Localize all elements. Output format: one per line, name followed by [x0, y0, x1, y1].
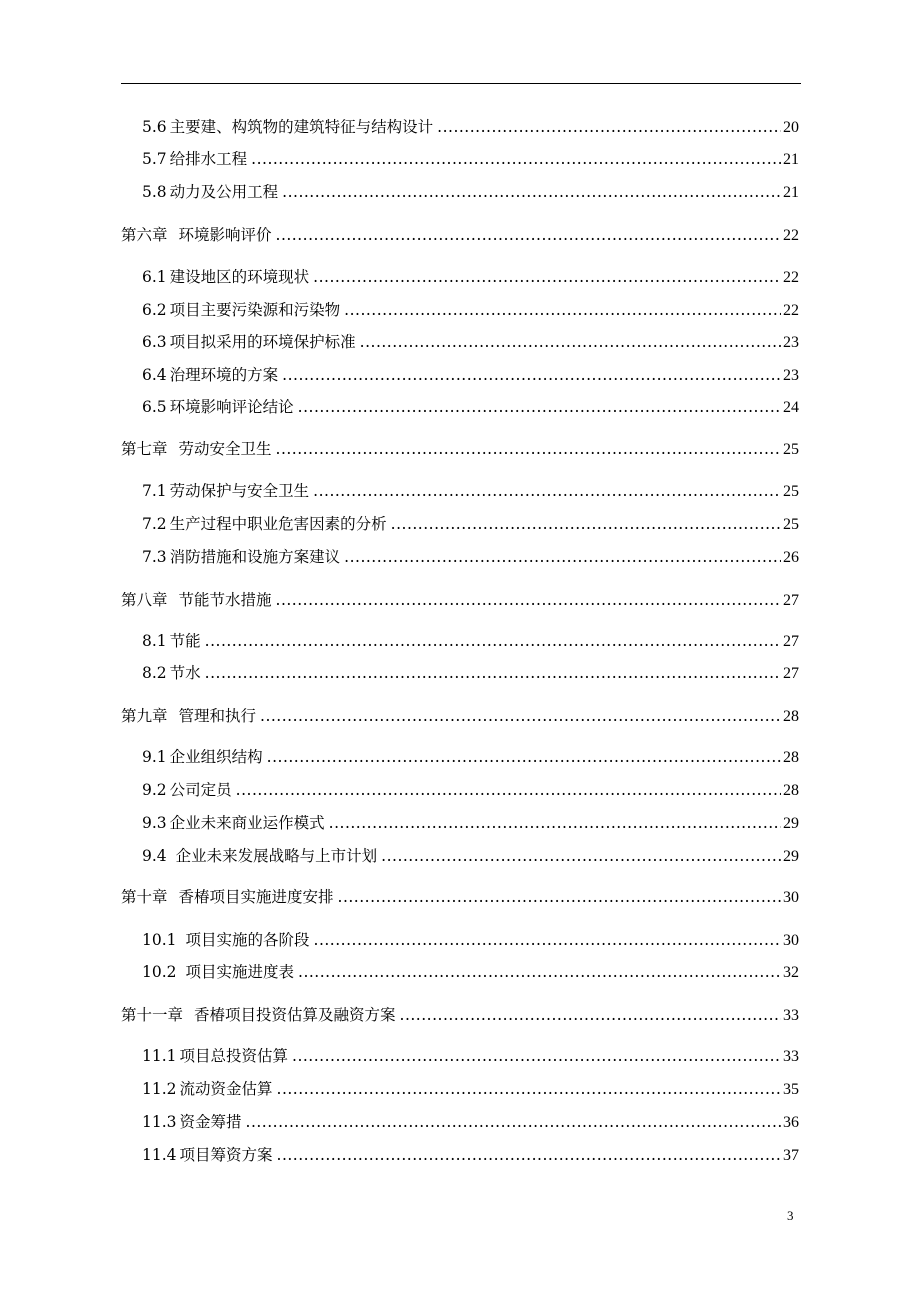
toc-section-entry[interactable]: [142, 929, 799, 951]
toc-dot-leader: [314, 929, 781, 951]
toc-entry-page: 29: [783, 815, 799, 832]
toc-dot-leader: [298, 396, 781, 418]
toc-dot-leader: [329, 812, 781, 834]
toc-section-entry[interactable]: [142, 746, 799, 768]
toc-entry-page: 23: [783, 367, 799, 384]
toc-entry-number: 6.1: [142, 268, 167, 286]
toc-entry-number: 7.3: [142, 548, 167, 566]
toc-entry-number: 7.2: [142, 515, 167, 533]
toc-entry-title: 动力及公用工程: [169, 183, 279, 201]
toc-dot-leader: [276, 589, 781, 611]
toc-entry-title: 项目拟采用的环境保护标准: [169, 333, 356, 351]
toc-entry-number: 7.1: [142, 482, 167, 500]
toc-entry-page: 30: [783, 889, 799, 906]
toc-entry-title: 劳动安全卫生: [178, 440, 272, 458]
toc-section-entry[interactable]: [142, 299, 799, 321]
toc-entry-number: 6.3: [142, 333, 167, 351]
toc-dot-leader: [282, 181, 781, 203]
toc-section-entry[interactable]: [142, 148, 799, 170]
toc-dot-leader: [251, 148, 781, 170]
toc-dot-leader: [437, 116, 781, 138]
toc-section-entry[interactable]: [142, 961, 799, 983]
toc-entry-page: 20: [783, 119, 799, 136]
toc-entry-number: 5.6: [142, 118, 167, 136]
toc-section-entry[interactable]: [142, 630, 799, 652]
toc-entry-number: 8.2: [142, 664, 167, 682]
toc-entry-number: 6.4: [142, 366, 167, 384]
toc-section-entry[interactable]: [142, 181, 799, 203]
toc-entry-page: 22: [783, 302, 799, 319]
toc-entry-title: 香椿项目投资估算及融资方案: [194, 1006, 396, 1024]
toc-dot-leader: [246, 1111, 781, 1133]
toc-entry-page: 21: [783, 184, 799, 201]
toc-entry-page: 32: [783, 964, 799, 981]
toc-section-entry[interactable]: [142, 364, 799, 386]
toc-entry-title: 节能节水措施: [178, 591, 272, 609]
toc-entry-page: 27: [783, 633, 799, 650]
toc-entry-title: 企业组织结构: [169, 748, 263, 766]
toc-entry-number: 8.1: [142, 632, 167, 650]
toc-entry-title: 流动资金估算: [179, 1080, 273, 1098]
toc-entry-number: 9.1: [142, 748, 167, 766]
toc-entry-page: 28: [783, 782, 799, 799]
toc-entry-page: 25: [783, 516, 799, 533]
toc-entry-number: 10.2: [142, 963, 177, 981]
toc-entry-title: 节水: [169, 664, 201, 682]
toc-dot-leader: [391, 513, 781, 535]
toc-dot-leader: [313, 266, 781, 288]
toc-dot-leader: [277, 1078, 781, 1100]
toc-entry-number: 第九章: [121, 707, 168, 725]
toc-section-entry[interactable]: [142, 845, 799, 867]
toc-entry-number: 6.2: [142, 301, 167, 319]
toc-entry-number: 10.1: [142, 931, 177, 949]
toc-entry-title: 治理环境的方案: [169, 366, 279, 384]
toc-section-entry[interactable]: [142, 116, 799, 138]
toc-section-entry[interactable]: [142, 779, 799, 801]
toc-dot-leader: [282, 364, 781, 386]
toc-dot-leader: [400, 1004, 781, 1026]
toc-entry-title: 消防措施和设施方案建议: [169, 548, 341, 566]
toc-entry-page: 24: [783, 399, 799, 416]
toc-entry-page: 29: [783, 848, 799, 865]
toc-entry-title: 生产过程中职业危害因素的分析: [169, 515, 387, 533]
toc-entry-title: 给排水工程: [169, 150, 248, 168]
toc-chapter-entry[interactable]: [121, 589, 799, 611]
toc-dot-leader: [205, 662, 781, 684]
toc-section-entry[interactable]: [142, 331, 799, 353]
toc-dot-leader: [381, 845, 781, 867]
toc-entry-title: 资金筹措: [179, 1113, 242, 1131]
toc-entry-page: 33: [783, 1048, 799, 1065]
toc-entry-number: 第十章: [121, 888, 168, 906]
toc-section-entry[interactable]: [142, 546, 799, 568]
toc-dot-leader: [205, 630, 781, 652]
toc-chapter-entry[interactable]: [121, 886, 799, 908]
toc-entry-number: 第七章: [121, 440, 168, 458]
toc-entry-title: 环境影响评论结论: [169, 398, 294, 416]
toc-entry-number: 9.3: [142, 814, 167, 832]
toc-chapter-entry[interactable]: [121, 438, 799, 460]
toc-section-entry[interactable]: [142, 266, 799, 288]
toc-entry-number: 5.7: [142, 150, 167, 168]
toc-entry-number: 6.5: [142, 398, 167, 416]
toc-chapter-entry[interactable]: [121, 705, 799, 727]
toc-dot-leader: [344, 546, 781, 568]
toc-dot-leader: [260, 705, 781, 727]
toc-entry-page: 23: [783, 334, 799, 351]
toc-entry-page: 21: [783, 151, 799, 168]
toc-entry-page: 37: [783, 1147, 799, 1164]
toc-entry-title: 项目实施的各阶段: [185, 931, 310, 949]
toc-dot-leader: [292, 1045, 781, 1067]
toc-entry-page: 22: [783, 227, 799, 244]
toc-entry-title: 公司定员: [169, 781, 232, 799]
toc-entry-page: 26: [783, 549, 799, 566]
toc-entry-number: 5.8: [142, 183, 167, 201]
toc-entry-page: 28: [783, 749, 799, 766]
toc-section-entry[interactable]: [142, 812, 799, 834]
toc-section-entry[interactable]: [142, 662, 799, 684]
toc-entry-number: 9.2: [142, 781, 167, 799]
toc-entry-number: 11.3: [142, 1113, 177, 1131]
toc-section-entry[interactable]: [142, 1111, 799, 1133]
toc-section-entry[interactable]: [142, 396, 799, 418]
toc-section-entry[interactable]: [142, 513, 799, 535]
toc-section-entry[interactable]: [142, 480, 799, 502]
toc-entry-page: 25: [783, 483, 799, 500]
toc-dot-leader: [360, 331, 781, 353]
toc-entry-page: 25: [783, 441, 799, 458]
toc-entry-number: 11.4: [142, 1146, 177, 1164]
toc-entry-page: 35: [783, 1081, 799, 1098]
toc-entry-number: 11.2: [142, 1080, 177, 1098]
toc-entry-title: 香椿项目实施进度安排: [178, 888, 334, 906]
toc-entry-title: 建设地区的环境现状: [169, 268, 310, 286]
toc-section-entry[interactable]: [142, 1144, 799, 1166]
toc-entry-title: 项目总投资估算: [179, 1047, 289, 1065]
toc-entry-title: 项目筹资方案: [179, 1146, 273, 1164]
toc-entry-title: 主要建、构筑物的建筑特征与结构设计: [169, 118, 434, 136]
toc-entry-title: 节能: [169, 632, 201, 650]
toc-entry-page: 22: [783, 269, 799, 286]
toc-entry-page: 27: [783, 592, 799, 609]
toc-entry-page: 27: [783, 665, 799, 682]
toc-entry-page: 33: [783, 1007, 799, 1024]
toc-entry-number: 9.4: [142, 847, 167, 865]
toc-dot-leader: [236, 779, 781, 801]
toc-entry-title: 劳动保护与安全卫生: [169, 482, 310, 500]
toc-entry-title: 企业未来商业运作模式: [169, 814, 325, 832]
toc-dot-leader: [338, 886, 781, 908]
page-number: 3: [787, 1208, 794, 1223]
toc-chapter-entry[interactable]: [121, 1004, 799, 1026]
toc-entry-number: 第十一章: [121, 1006, 184, 1024]
toc-entry-number: 第八章: [121, 591, 168, 609]
toc-entry-title: 管理和执行: [178, 707, 257, 725]
toc-entry-page: 36: [783, 1114, 799, 1131]
toc-entry-title: 项目实施进度表: [185, 963, 295, 981]
toc-section-entry[interactable]: [142, 1078, 799, 1100]
toc-entry-title: 企业未来发展战略与上市计划: [175, 847, 378, 865]
toc-entry-title: 环境影响评价: [178, 226, 272, 244]
toc-entry-number: 11.1: [142, 1047, 177, 1065]
toc-section-entry[interactable]: [142, 1045, 799, 1067]
toc-dot-leader: [313, 480, 781, 502]
toc-dot-leader: [298, 961, 781, 983]
toc-dot-leader: [276, 224, 781, 246]
toc-entry-number: 第六章: [121, 226, 168, 244]
toc-chapter-entry[interactable]: [121, 224, 799, 246]
toc-dot-leader: [344, 299, 781, 321]
toc-dot-leader: [276, 438, 781, 460]
toc-entry-page: 28: [783, 708, 799, 725]
toc-dot-leader: [267, 746, 781, 768]
toc-entry-page: 30: [783, 932, 799, 949]
toc-dot-leader: [277, 1144, 781, 1166]
toc-entry-title: 项目主要污染源和污染物: [169, 301, 341, 319]
